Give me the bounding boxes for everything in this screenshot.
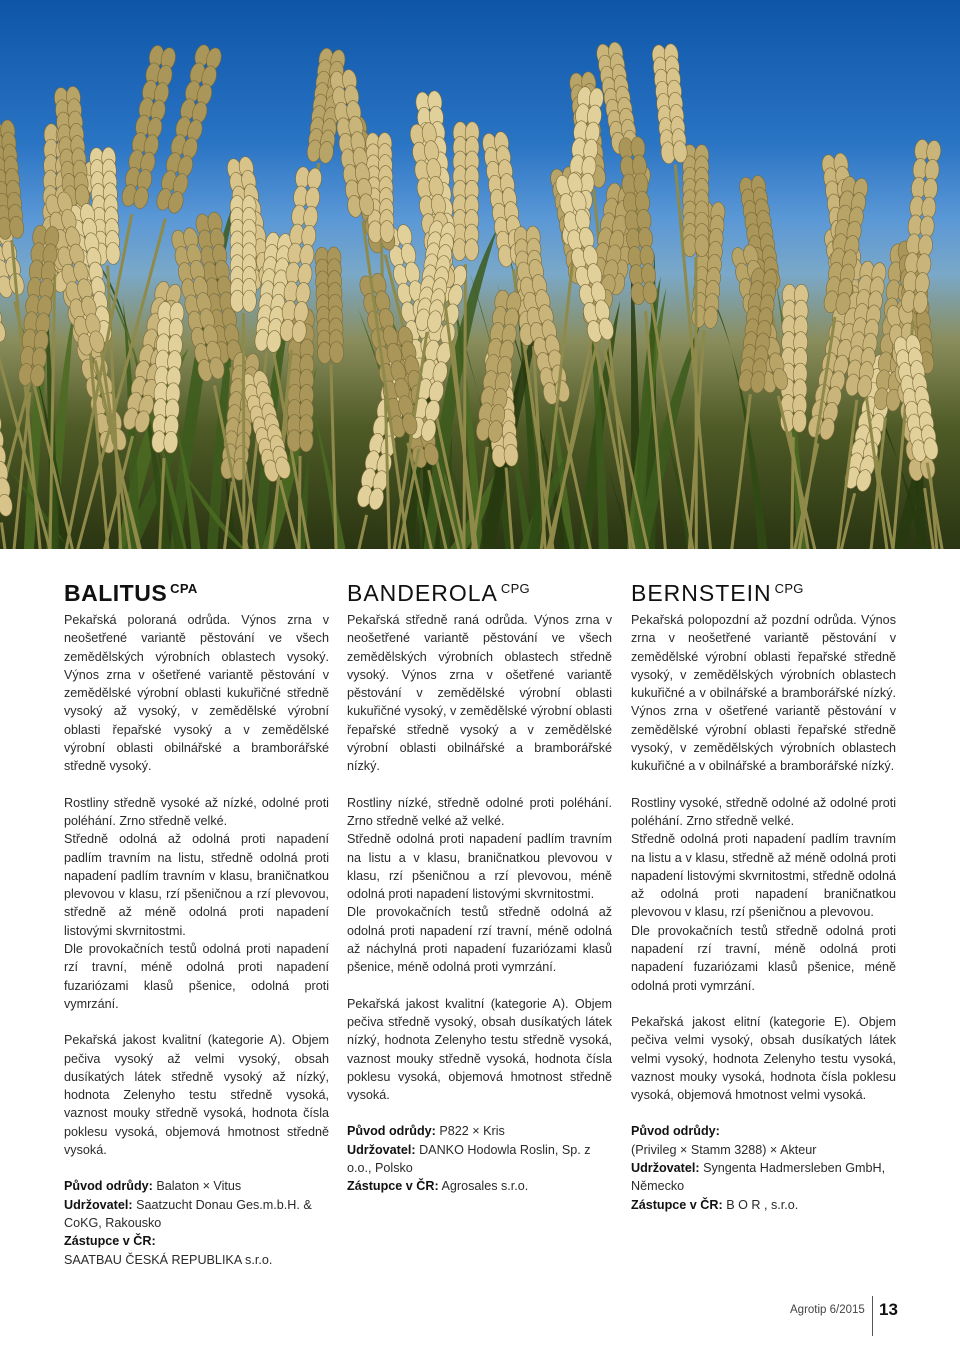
rep-label: Zástupce v ČR: (64, 1234, 156, 1249)
origin-value: P822 × Kris (439, 1124, 505, 1139)
holder-value: Saatzucht Donau Ges.m.b.H. & CoKG, Rakousko (64, 1197, 312, 1230)
variety-description: Pekařská středně raná odrůda. Výnos zrna v neošetřené variantě pěstování ve všech zemědělských výrobních oblastech středně vysoký. Výnos zrna v ošetřené variantě pěstování v zemědělské výrobní oblasti kukuřičné vysoký, v zemědělské výrobní oblasti řepařské středně vysoký a v zemědělské výrobní oblasti obilnářské a bramborářské nízký. (347, 613, 612, 774)
baking-quality: Pekařská jakost kvalitní (kategorie A). Objem pečiva vysoký až velmi vysoký, obsah dusíkatých látek středně vysoký až nízký, hodnota Zelenyho testu středně vysoká, vaznost mouky středně vysoká, hodnota čísla poklesu vysoká, objemová hmotnost středně vysoká. (64, 1033, 329, 1158)
holder-row (64, 1196, 329, 1233)
variety-description: Pekařská polopozdní až pozdní odrůda. Výnos zrna v neošetřené variantě pěstování v zemědělské výrobní oblasti řepařské středně vysoký, v zemědělských výrobních oblastech kukuřičné a v obilnářské a bramborářské nízký. Výnos zrna v ošetřené variantě pěstování v zemědělské výrobní oblasti řepařské středně vysoký, v zemědělských výrobních oblastech kukuřičné a v obilnářské a bramborářské nízký. (631, 613, 896, 774)
rep-label: Zástupce v ČR: (631, 1197, 723, 1212)
variety-column-bernstein (631, 576, 896, 1214)
baking-quality: Pekařská jakost kvalitní (kategorie A). Objem pečiva středně vysoký, obsah dusíkatých látek nízký, hodnota Zelenyho testu středně vysoká, vaznost mouky středně vysoká, hodnota čísla poklesu vysoká, objemová hmotnost středně vysoká. (347, 996, 612, 1103)
origin-row (631, 1122, 896, 1159)
variety-info (347, 1122, 612, 1195)
rep-value: SAATBAU ČESKÁ REPUBLIKA s.r.o. (64, 1252, 273, 1267)
variety-title (631, 576, 896, 607)
variety-name: BALITUS (64, 580, 168, 606)
variety-code: CPG (500, 581, 530, 596)
wheat-ear (286, 308, 314, 549)
variety-title (64, 576, 329, 607)
disease-resistance: Středně odolná proti napadení padlím travním na listu a v klasu, středně až méně odolná proti napadení listovými skvrnitostmi, středně odolná až odolná proti napadení braničnatkou plevovou v klasu, rzí pšeničnou a plevovou. (631, 832, 896, 920)
holder-value: DANKO Hodowla Roslin, Sp. z o.o., Polsko (347, 1142, 591, 1176)
origin-label: Původ odrůdy: (631, 1124, 720, 1139)
origin-value: Balaton × Vitus (156, 1179, 242, 1194)
variety-info (64, 1177, 329, 1268)
rep-value: Agrosales s.r.o. (441, 1179, 529, 1194)
rep-row (347, 1177, 612, 1195)
origin-value: (Privileg × Stamm 3288) × Akteur (631, 1142, 817, 1157)
holder-row (347, 1141, 612, 1178)
disease-resistance: Středně odolná proti napadení padlím travním na listu a v klasu, braničnatkou plevovou v klasu, rzí pšeničnou a rzí plevovou, méně odolná proti napadení listovými skvrnitostmi. (347, 832, 612, 902)
wheat-ear (730, 243, 829, 549)
variety-info (631, 1122, 896, 1213)
variety-column-balitus (64, 576, 329, 1269)
page-number: 13 (879, 1300, 898, 1319)
plant-traits: Rostliny nízké, středně odolné proti poléhání. Zrno středně velké až velké. (347, 795, 612, 828)
rep-row (64, 1232, 329, 1269)
holder-row (631, 1159, 896, 1196)
origin-label: Původ odrůdy: (64, 1179, 153, 1194)
wheat-field-photo (0, 0, 960, 549)
provocation-tests: Dle provokačních testů středně odolná až odolná proti napadení rzí travní, méně odolná až náchylná proti napadení fuzariózami klasů pšenice, méně odolná proti vymrzání. (347, 905, 612, 975)
publication-name: Agrotip 6/2015 (790, 1304, 865, 1316)
footer-divider (872, 1296, 873, 1336)
wheat-field-illustration (0, 0, 960, 549)
variety-title (347, 576, 612, 607)
origin-label: Původ odrůdy: (347, 1124, 436, 1139)
variety-code: CPG (774, 581, 804, 596)
rep-label: Zástupce v ČR: (347, 1179, 439, 1194)
origin-row (64, 1177, 329, 1195)
provocation-tests: Dle provokačních testů středně odolná proti napadení rzí travní, méně odolná proti napadení fuzariózami klasů pšenice, méně odolná proti vymrzání. (631, 923, 896, 993)
disease-resistance: Středně odolná až odolná proti napadení padlím travním na listu, středně odolná proti napadení padlím travním v klasu, braničnatkou plevovou v klasu, rzí pšeničnou a rzí plevovou, středně až méně odolná proti napadení listovými skvrnitostmi. (64, 832, 329, 938)
holder-label: Udržovatel: (347, 1142, 416, 1157)
holder-label: Udržovatel: (631, 1161, 700, 1176)
rep-value: B O R , s.r.o. (726, 1197, 799, 1212)
holder-value: Syngenta Hadmersleben GmbH, Německo (631, 1161, 886, 1194)
variety-name: BERNSTEIN (631, 580, 772, 606)
variety-name: BANDEROLA (347, 580, 498, 606)
provocation-tests: Dle provokačních testů odolná proti napadení rzí travní, méně odolná proti napadení fuzariózami klasů pšenice, odolná proti vymrzání. (64, 942, 329, 1011)
variety-column-banderola (347, 576, 612, 1196)
rep-row (631, 1196, 896, 1214)
plant-traits: Rostliny vysoké, středně odolné až odolné proti poléhání. Zrno středně velké. (631, 795, 896, 828)
plant-traits: Rostliny středně vysoké až nízké, odolné proti poléhání. Zrno středně velké. (64, 795, 329, 828)
variety-code: CPA (170, 581, 198, 596)
holder-label: Udržovatel: (64, 1197, 133, 1212)
variety-description: Pekařská poloraná odrůda. Výnos zrna v neošetřené variantě pěstování ve všech zemědělských výrobních oblastech vysoký. Výnos zrna v ošetřené variantě pěstování v zemědělské výrobní oblasti kukuřičné středně vysoký až vysoký, v zemědělské výrobní oblasti řepařské vysoký a v zemědělské výrobní oblasti obilnářské a bramborářské středně vysoký. (64, 613, 329, 774)
baking-quality: Pekařská jakost elitní (kategorie E). Objem pečiva velmi vysoký, obsah dusíkatých látek velmi vysoký, hodnota Zelenyho testu vysoká, vaznost mouky vysoká, hodnota čísla poklesu vysoká, objemová hmotnost velmi vysoká. (631, 1014, 896, 1103)
origin-row (347, 1122, 612, 1140)
